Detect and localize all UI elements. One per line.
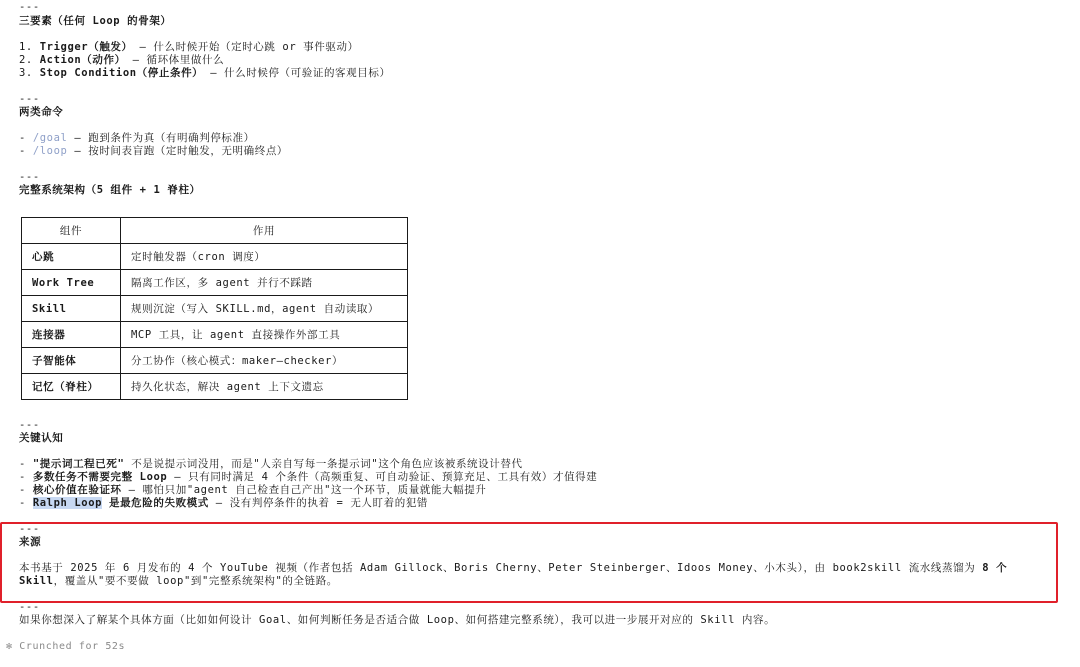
insight-text: — 哪怕只加"agent 自己检查自己产出"这一个环节，质量就能大幅提升 xyxy=(121,484,487,496)
table-header-row xyxy=(22,218,408,244)
separator: --- xyxy=(19,171,40,183)
list-item-name: Trigger（触发） xyxy=(39,41,133,53)
list-number: 3. xyxy=(19,67,33,79)
status-line xyxy=(6,640,125,653)
source-text-bold: 8 个 xyxy=(982,562,1008,574)
source-text xyxy=(19,575,338,588)
insight-bold: 是最危险的失败模式 xyxy=(102,497,209,509)
component-role: 分工协作（核心模式：maker–checker） xyxy=(121,348,408,374)
component-name: 记忆（脊柱） xyxy=(22,374,121,400)
command-desc: — 跑到条件为真（有明确判停标准） xyxy=(67,132,255,144)
insight-text: — 只有同时满足 4 个条件（高频重复、可自动验证、预算充足、工具有效）才值得建 xyxy=(167,471,598,483)
list-item xyxy=(19,67,391,80)
component-role: 规则沉淀（写入 SKILL.md，agent 自动读取） xyxy=(121,296,408,322)
list-item-name: Action（动作） xyxy=(39,54,126,66)
list-item: - /loop — 按时间表盲跑（定时触发，无明确终点） xyxy=(19,145,289,157)
closing-text: 如果你想深入了解某个具体方面（比如如何设计 Goal、如何判断任务是否适合做 Loop、如何搭建完整系统），我可以进一步展开对应的 Skill 内容。 xyxy=(19,614,776,626)
component-role: 定时触发器（cron 调度） xyxy=(121,244,408,270)
status-text: Crunched for 52s xyxy=(19,641,126,652)
list-item: - Ralph Loop 是最危险的失败模式 — 没有判停条件的执着 = 无人盯着的犯错 xyxy=(19,497,429,509)
source-text-part: 本书基于 2025 年 6 月发布的 4 个 YouTube 视频（作者包括 Adam Gillock、Boris Cherny、Peter Steinberger、Idoos Money、小木头），由 book2skill 流水线蒸馏为 xyxy=(19,562,983,574)
insight-text: — 没有判停条件的执着 = 无人盯着的犯错 xyxy=(208,497,429,509)
component-name: 心跳 xyxy=(22,244,121,270)
table-row xyxy=(22,244,408,270)
table-row xyxy=(22,374,408,400)
list-number: 1. xyxy=(19,41,33,53)
source-text xyxy=(19,562,1007,575)
component-name: 连接器 xyxy=(22,322,121,348)
sparkle-icon: ✻ xyxy=(6,641,13,652)
insight-bold: "提示词工程已死" xyxy=(32,458,125,470)
component-role: 持久化状态，解决 agent 上下文遗忘 xyxy=(121,374,408,400)
list-item xyxy=(19,54,224,67)
list-item xyxy=(19,41,359,54)
section-heading-elements: 三要素（任何 Loop 的骨架） xyxy=(19,15,172,27)
insight-bold: 多数任务不需要完整 Loop xyxy=(32,471,168,483)
component-role: MCP 工具，让 agent 直接操作外部工具 xyxy=(121,322,408,348)
insight-bold: 核心价值在验证环 xyxy=(32,484,122,496)
separator: --- xyxy=(19,1,40,13)
command-desc: — 按时间表盲跑（定时触发，无明确终点） xyxy=(67,145,289,157)
separator: --- xyxy=(19,601,40,613)
component-role: 隔离工作区，多 agent 并行不踩踏 xyxy=(121,270,408,296)
table-row xyxy=(22,348,408,374)
list-item-desc: — 循环体里做什么 xyxy=(125,54,225,66)
list-item-desc: — 什么时候停（可验证的客观目标） xyxy=(203,67,391,79)
list-item: - 多数任务不需要完整 Loop — 只有同时满足 4 个条件（高频重复、可自动验证、预算充足、工具有效）才值得建 xyxy=(19,471,598,483)
section-heading-insights: 关键认知 xyxy=(19,432,64,444)
section-heading-architecture: 完整系统架构（5 组件 + 1 脊柱） xyxy=(19,184,201,196)
list-item-desc: — 什么时候开始（定时心跳 or 事件驱动） xyxy=(132,41,359,53)
source-text-part: ，覆盖从"要不要做 loop"到"完整系统架构"的全链路。 xyxy=(53,575,338,587)
section-heading-commands: 两类命令 xyxy=(19,106,64,118)
list-item: - 核心价值在验证环 — 哪怕只加"agent 自己检查自己产出"这一个环节，质量就能大幅提升 xyxy=(19,484,487,496)
list-item: - "提示词工程已死" 不是说提示词没用，而是"人亲自写每一条提示词"这个角色应该被系统设计替代 xyxy=(19,458,523,470)
component-name: 子智能体 xyxy=(22,348,121,374)
command-goal: /goal xyxy=(32,132,68,144)
architecture-table xyxy=(21,217,408,400)
separator: --- xyxy=(19,523,40,535)
separator: --- xyxy=(19,419,40,431)
table-row xyxy=(22,322,408,348)
table-header: 组件 xyxy=(22,218,121,244)
command-loop: /loop xyxy=(32,145,68,157)
selected-text[interactable]: Ralph Loop xyxy=(32,497,103,509)
list-item-name: Stop Condition（停止条件） xyxy=(39,67,204,79)
table-row xyxy=(22,296,408,322)
separator: --- xyxy=(19,93,40,105)
component-name: Skill xyxy=(22,296,121,322)
source-text-bold: Skill xyxy=(19,575,54,587)
component-name: Work Tree xyxy=(22,270,121,296)
list-number: 2. xyxy=(19,54,33,66)
table-header: 作用 xyxy=(121,218,408,244)
section-heading-source: 来源 xyxy=(19,536,42,548)
list-item: - /goal — 跑到条件为真（有明确判停标准） xyxy=(19,132,255,144)
insight-text: 不是说提示词没用，而是"人亲自写每一条提示词"这个角色应该被系统设计替代 xyxy=(124,458,523,470)
table-row xyxy=(22,270,408,296)
